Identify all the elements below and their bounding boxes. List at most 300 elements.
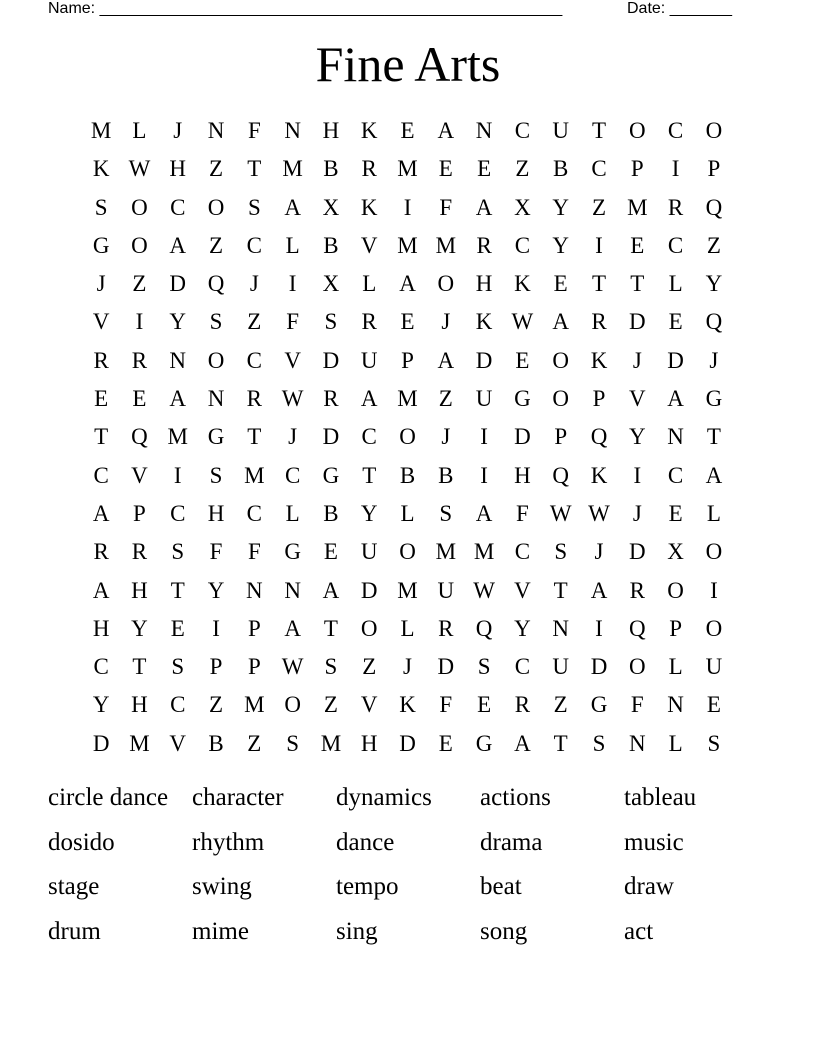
grid-row [82, 342, 733, 380]
grid-letter: Q [131, 424, 148, 450]
grid-letter: P [401, 347, 414, 373]
grid-letter: B [323, 500, 339, 526]
word-item: sing [336, 918, 378, 946]
grid-letter: T [94, 424, 109, 450]
grid-letter: R [246, 386, 262, 412]
grid-letter: T [132, 654, 147, 680]
grid-letter: N [667, 692, 684, 718]
grid-letter: P [669, 615, 682, 641]
grid-letter: T [630, 271, 645, 297]
grid-letter: J [594, 539, 604, 565]
grid-letter: K [590, 347, 608, 373]
grid-letter: C [667, 462, 684, 488]
grid-row [82, 610, 733, 648]
grid-letter: F [247, 539, 261, 565]
grid-letter: T [247, 424, 262, 450]
name-field: Name: ____________________________________________________ [48, 0, 563, 17]
grid-letter: T [591, 271, 607, 297]
word-item: dance [336, 828, 395, 856]
grid-letter: E [477, 692, 492, 718]
date-field: Date: _______ [627, 0, 732, 17]
grid-letter: K [514, 271, 531, 297]
grid-letter: A [322, 577, 340, 603]
grid-letter: J [96, 271, 106, 297]
grid-letter: C [246, 500, 262, 526]
grid-letter: U [705, 654, 723, 680]
grid-letter: S [554, 539, 568, 565]
grid-letter: R [131, 539, 148, 565]
word-item: circle dance [48, 784, 169, 811]
grid-letter: J [288, 424, 298, 450]
grid-letter: M [397, 386, 418, 412]
grid-row [82, 303, 733, 341]
grid-letter: C [246, 232, 262, 258]
grid-letter: N [475, 118, 493, 143]
grid-letter: M [244, 692, 265, 718]
grid-letter: B [323, 156, 339, 182]
grid-letter: F [630, 692, 644, 718]
word-item: song [480, 918, 528, 946]
word-item: swing [192, 873, 252, 901]
grid-letter: S [324, 309, 338, 335]
grid-letter: H [322, 118, 340, 143]
grid-letter: I [403, 194, 412, 220]
grid-letter: C [170, 500, 186, 526]
grid-letter: J [632, 500, 642, 526]
grid-letter: S [209, 309, 223, 335]
grid-letter: O [705, 118, 723, 143]
word-item: act [624, 918, 654, 946]
word-item: drum [48, 918, 101, 946]
grid-letter: T [553, 577, 568, 603]
grid-letter: O [284, 692, 301, 718]
grid-letter: Z [209, 692, 224, 718]
grid-letter: L [668, 654, 683, 680]
grid-letter: C [514, 539, 531, 565]
grid-letter: M [320, 730, 342, 756]
grid-letter: J [632, 347, 642, 373]
grid-letter: N [284, 118, 301, 143]
grid-letter: S [324, 654, 338, 680]
grid-letter: Z [553, 692, 568, 718]
grid-letter: G [590, 692, 608, 718]
grid-letter: B [399, 462, 416, 488]
grid-letter: Z [438, 386, 453, 412]
grid-letter: E [400, 118, 415, 143]
word-item: character [192, 784, 284, 811]
grid-row [82, 227, 733, 265]
grid-letter: P [592, 386, 606, 412]
grid-letter: W [281, 386, 304, 412]
grid-letter: S [171, 654, 185, 680]
grid-letter: C [170, 692, 186, 718]
grid-letter: P [133, 500, 146, 526]
grid-letter: A [590, 577, 608, 603]
grid-letter: M [90, 118, 112, 143]
grid-letter: L [285, 232, 300, 258]
grid-letter: U [437, 577, 455, 603]
grid-letter: A [92, 577, 110, 603]
grid-letter: V [284, 347, 301, 373]
grid-letter: D [360, 577, 378, 603]
grid-letter: O [705, 539, 723, 565]
grid-letter: Z [209, 156, 224, 182]
grid-letter: A [705, 462, 723, 488]
grid-letter: F [439, 692, 453, 718]
grid-letter: B [438, 462, 454, 488]
grid-letter: I [671, 156, 680, 182]
word-row [48, 912, 768, 957]
grid-letter: D [322, 424, 340, 450]
grid-letter: T [362, 462, 377, 488]
grid-letter: C [284, 462, 301, 488]
grid-letter: A [284, 194, 301, 220]
grid-letter: W [511, 309, 534, 335]
grid-letter: A [169, 386, 187, 412]
word-item: drama [480, 828, 543, 856]
grid-letter: M [282, 156, 303, 182]
grid-row [82, 265, 733, 303]
grid-letter: G [92, 232, 110, 258]
word-item: dynamics [336, 784, 432, 811]
grid-letter: L [668, 730, 683, 756]
grid-letter: J [441, 424, 451, 450]
grid-letter: U [360, 347, 378, 373]
grid-letter: S [94, 194, 108, 220]
grid-letter: I [710, 577, 718, 603]
grid-letter: N [667, 424, 684, 450]
grid-letter: F [247, 118, 261, 143]
grid-letter: Y [552, 194, 570, 220]
grid-letter: N [246, 577, 263, 603]
grid-letter: I [173, 462, 182, 488]
grid-row [82, 686, 733, 724]
grid-letter: D [514, 424, 531, 450]
grid-letter: Q [475, 615, 493, 641]
grid-letter: K [399, 692, 416, 718]
grid-letter: N [207, 118, 225, 143]
grid-letter: M [627, 194, 648, 220]
grid-letter: K [360, 118, 378, 143]
grid-letter: J [403, 654, 412, 680]
grid-letter: J [249, 271, 259, 297]
grid-letter: U [475, 386, 493, 412]
grid-letter: A [437, 347, 455, 373]
grid-letter: A [360, 386, 378, 412]
grid-letter: U [552, 654, 570, 680]
grid-letter: S [171, 539, 185, 565]
grid-letter: E [477, 156, 492, 182]
grid-letter: H [514, 462, 531, 488]
grid-letter: R [93, 347, 109, 373]
grid-letter: D [590, 654, 608, 680]
grid-letter: J [709, 347, 719, 373]
grid-letter: R [667, 194, 684, 220]
grid-letter: L [706, 500, 721, 526]
grid-letter: N [207, 386, 225, 412]
grid-letter: V [360, 692, 378, 718]
letter-grid [82, 112, 733, 762]
grid-letter: E [170, 615, 185, 641]
grid-letter: O [207, 194, 225, 220]
grid-letter: G [284, 539, 301, 565]
grid-letter: R [131, 347, 148, 373]
grid-letter: E [323, 539, 338, 565]
grid-letter: I [480, 424, 488, 450]
grid-letter: E [553, 271, 568, 297]
grid-letter: L [668, 271, 683, 297]
grid-letter: P [247, 654, 261, 680]
grid-letter: S [477, 654, 491, 680]
grid-letter: N [628, 730, 646, 756]
grid-letter: S [247, 194, 261, 220]
grid-letter: Z [247, 730, 262, 756]
word-list [48, 778, 768, 957]
grid-row [82, 380, 733, 418]
grid-letter: G [207, 424, 225, 450]
grid-letter: W [281, 654, 304, 680]
grid-row [82, 572, 733, 610]
grid-letter: N [169, 347, 187, 373]
grid-letter: Z [323, 692, 338, 718]
grid-letter: E [438, 730, 453, 756]
grid-letter: O [628, 654, 646, 680]
grid-letter: C [591, 156, 607, 182]
grid-letter: W [473, 577, 495, 603]
grid-letter: O [552, 347, 570, 373]
grid-letter: P [554, 424, 568, 450]
grid-letter: P [630, 156, 644, 182]
grid-letter: Y [360, 500, 378, 526]
grid-letter: S [707, 730, 721, 756]
grid-row [82, 725, 733, 763]
grid-letter: Q [705, 309, 723, 335]
grid-letter: A [169, 232, 187, 258]
grid-letter: E [668, 500, 683, 526]
grid-letter: O [705, 615, 723, 641]
grid-letter: D [628, 309, 646, 335]
grid-letter: C [93, 654, 109, 680]
grid-letter: Y [705, 271, 723, 297]
grid-letter: L [400, 615, 415, 641]
grid-letter: R [361, 309, 377, 335]
grid-letter: G [514, 386, 531, 412]
word-item: draw [624, 873, 674, 901]
grid-letter: W [549, 500, 572, 526]
grid-letter: O [207, 347, 225, 373]
grid-letter: M [435, 539, 457, 565]
grid-letter: N [284, 577, 301, 603]
grid-letter: Y [131, 615, 148, 641]
grid-row [82, 533, 733, 571]
grid-letter: M [435, 232, 457, 258]
grid-letter: R [93, 539, 109, 565]
grid-letter: L [132, 118, 147, 143]
grid-letter: T [247, 156, 262, 182]
grid-letter: Q [628, 615, 646, 641]
grid-letter: G [705, 386, 723, 412]
grid-letter: X [514, 194, 531, 220]
grid-letter: O [437, 271, 455, 297]
grid-letter: M [397, 577, 418, 603]
grid-letter: A [475, 194, 493, 220]
grid-letter: V [131, 462, 148, 488]
word-item: music [624, 828, 684, 856]
grid-letter: R [514, 692, 531, 718]
grid-letter: S [209, 462, 223, 488]
grid-letter: D [169, 271, 187, 297]
grid-letter: R [361, 156, 377, 182]
word-item: rhythm [192, 828, 265, 856]
grid-letter: I [633, 462, 642, 488]
grid-letter: L [400, 500, 415, 526]
word-item: actions [480, 784, 551, 811]
grid-letter: Q [705, 194, 723, 220]
grid-letter: C [93, 462, 109, 488]
grid-letter: J [441, 309, 451, 335]
grid-letter: C [514, 232, 531, 258]
grid-letter: E [132, 386, 147, 412]
grid-letter: S [286, 730, 300, 756]
grid-letter: W [128, 156, 151, 182]
grid-letter: A [399, 271, 416, 297]
grid-letter: H [360, 730, 378, 756]
grid-letter: U [552, 118, 570, 143]
grid-letter: M [244, 462, 265, 488]
grid-letter: B [208, 730, 224, 756]
grid-letter: X [322, 194, 340, 220]
grid-row [82, 189, 733, 227]
grid-letter: C [514, 118, 531, 143]
grid-letter: X [322, 271, 340, 297]
grid-letter: K [360, 194, 378, 220]
grid-letter: T [553, 730, 568, 756]
grid-letter: T [323, 615, 338, 641]
grid-letter: R [476, 232, 492, 258]
page-title: Fine Arts [315, 36, 501, 92]
grid-letter: F [286, 309, 300, 335]
grid-letter: Y [92, 692, 110, 718]
grid-letter: D [475, 347, 493, 373]
grid-letter: O [667, 577, 684, 603]
grid-letter: O [628, 118, 646, 143]
grid-letter: Z [362, 654, 377, 680]
grid-letter: P [707, 156, 721, 182]
word-row [48, 823, 768, 868]
grid-letter: Y [552, 232, 570, 258]
grid-letter: I [480, 462, 488, 488]
grid-letter: I [595, 615, 603, 641]
grid-letter: V [514, 577, 531, 603]
grid-letter: D [399, 730, 416, 756]
grid-letter: E [668, 309, 683, 335]
grid-letter: D [628, 539, 646, 565]
grid-letter: E [400, 309, 415, 335]
grid-letter: S [592, 730, 606, 756]
grid-letter: Z [706, 232, 721, 258]
grid-letter: H [92, 615, 110, 641]
grid-letter: T [591, 118, 607, 143]
grid-letter: M [397, 232, 418, 258]
grid-letter: Z [247, 309, 262, 335]
grid-letter: T [170, 577, 185, 603]
grid-letter: Y [514, 615, 531, 641]
grid-letter: C [667, 232, 684, 258]
word-row [48, 867, 768, 912]
grid-letter: X [667, 539, 684, 565]
grid-letter: S [439, 500, 453, 526]
grid-letter: V [92, 309, 110, 335]
grid-letter: I [288, 271, 297, 297]
grid-letter: A [552, 309, 570, 335]
word-item: beat [480, 873, 522, 901]
grid-letter: L [362, 271, 377, 297]
grid-letter: O [131, 194, 148, 220]
grid-letter: Y [207, 577, 225, 603]
grid-letter: O [552, 386, 570, 412]
grid-letter: C [246, 347, 262, 373]
grid-letter: Z [132, 271, 147, 297]
grid-letter: K [590, 462, 608, 488]
grid-letter: I [595, 232, 603, 258]
grid-letter: I [212, 615, 220, 641]
grid-row [82, 495, 733, 533]
grid-letter: R [629, 577, 645, 603]
grid-letter: H [131, 692, 148, 718]
grid-letter: B [553, 156, 569, 182]
grid-letter: V [360, 232, 378, 258]
grid-letter: M [167, 424, 188, 450]
grid-letter: P [209, 654, 223, 680]
grid-letter: F [209, 539, 223, 565]
grid-letter: U [360, 539, 378, 565]
grid-row [82, 648, 733, 686]
grid-letter: L [285, 500, 300, 526]
grid-letter: D [92, 730, 110, 756]
grid-letter: B [323, 232, 339, 258]
grid-letter: F [439, 194, 453, 220]
grid-letter: A [92, 500, 110, 526]
grid-row [82, 457, 733, 495]
grid-letter: Z [591, 194, 607, 220]
word-item: stage [48, 873, 100, 901]
grid-letter: Q [590, 424, 608, 450]
grid-row [82, 112, 733, 150]
grid-letter: K [475, 309, 493, 335]
grid-letter: D [437, 654, 455, 680]
grid-letter: Y [169, 309, 187, 335]
grid-letter: Y [628, 424, 646, 450]
grid-letter: R [438, 615, 454, 641]
grid-letter: G [475, 730, 493, 756]
grid-letter: R [591, 309, 607, 335]
grid-letter: O [131, 232, 148, 258]
grid-letter: M [397, 156, 418, 182]
grid-row [82, 150, 733, 188]
grid-letter: E [438, 156, 453, 182]
grid-letter: D [667, 347, 684, 373]
grid-letter: A [437, 118, 455, 143]
word-item: mime [192, 918, 249, 946]
grid-letter: R [323, 386, 339, 412]
grid-letter: A [514, 730, 531, 756]
grid-letter: F [516, 500, 529, 526]
worksheet-header [0, 0, 816, 20]
grid-letter: Q [207, 271, 225, 297]
grid-letter: P [247, 615, 261, 641]
grid-letter: C [170, 194, 186, 220]
grid-letter: Z [515, 156, 530, 182]
